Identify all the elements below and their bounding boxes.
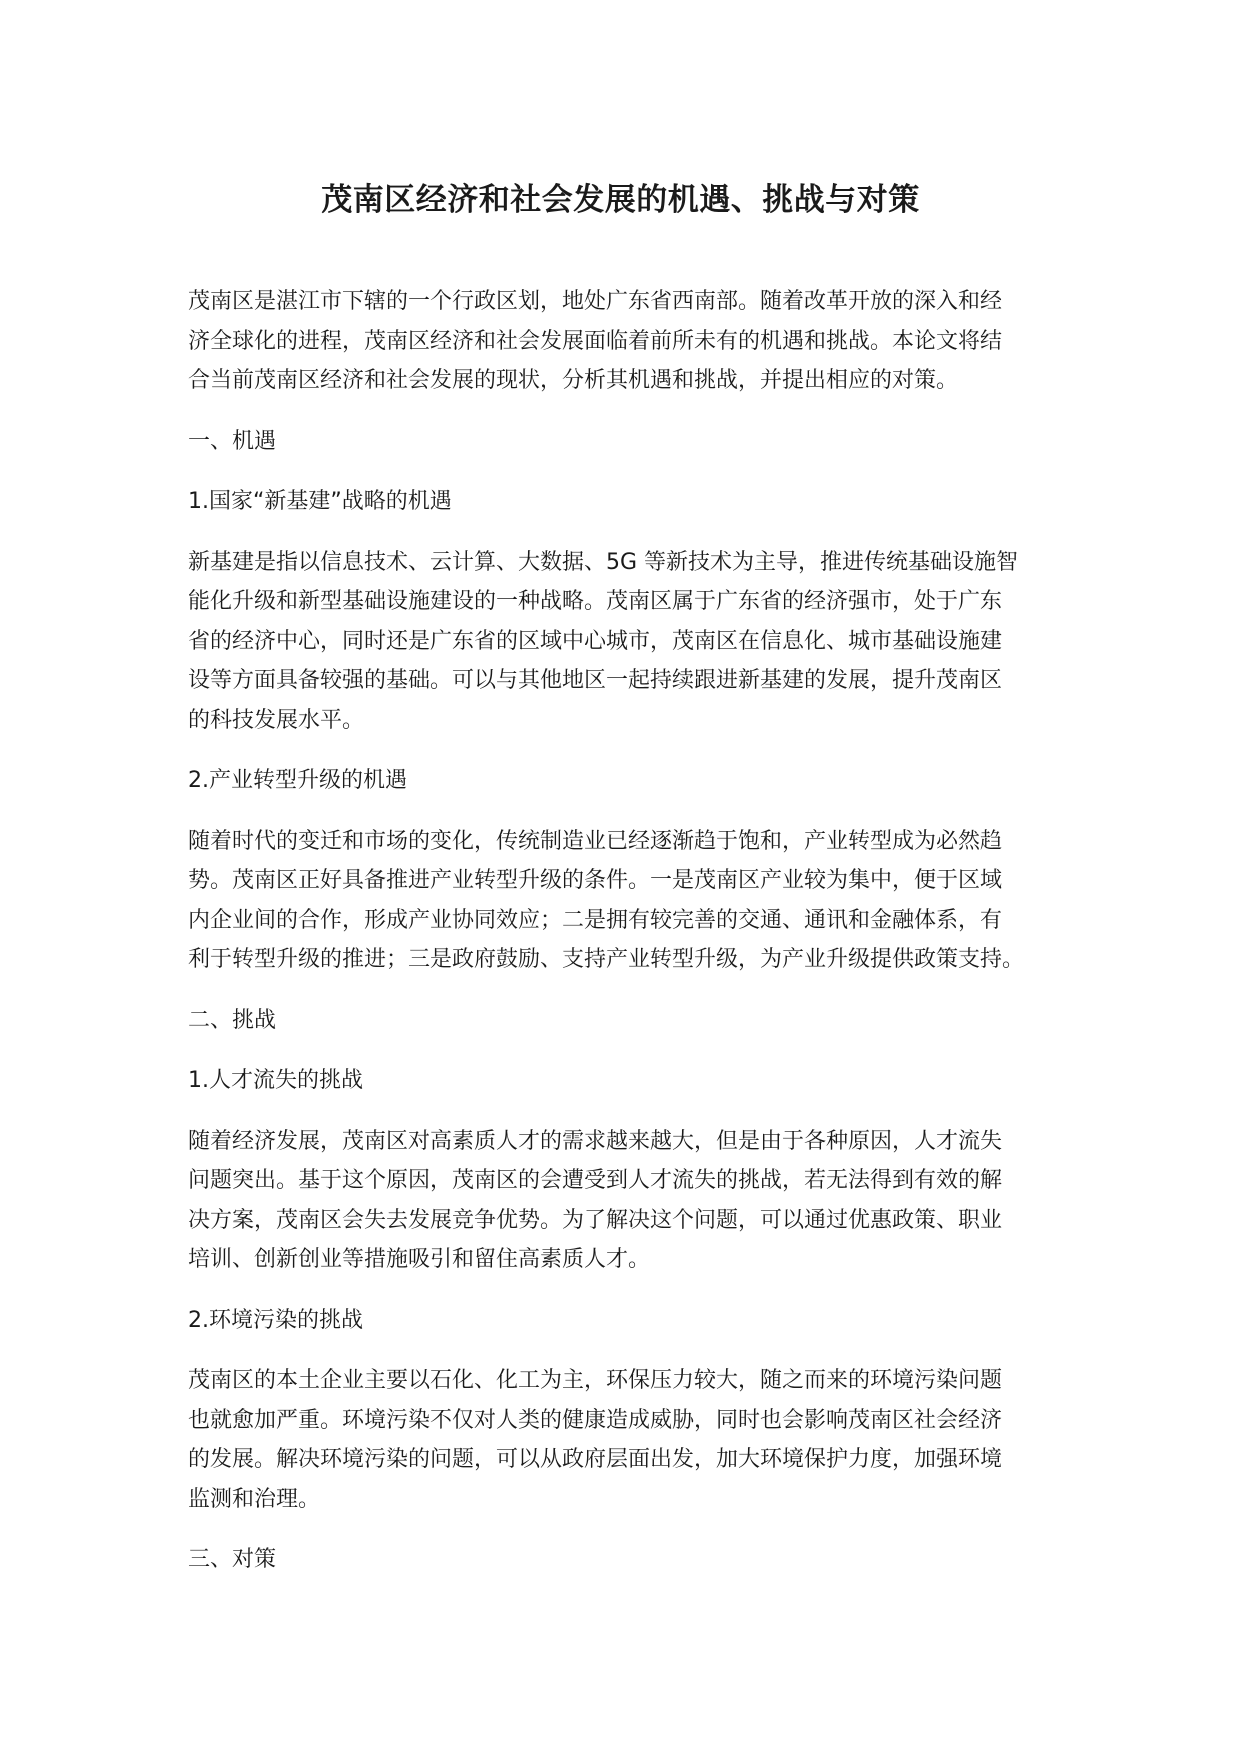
document-title: 茂南区经济和社会发展的机遇、挑战与对策 <box>321 182 920 218</box>
section-heading <box>188 422 1068 462</box>
text-line: 的发展。解决环境污染的问题，可以从政府层面出发，加大环境保护力度，加强环境 <box>188 1447 1003 1472</box>
text-line: 1.人才流失的挑战 <box>188 1068 363 1093</box>
text-line: 培训、创新创业等措施吸引和留住高素质人才。 <box>188 1247 651 1272</box>
text-line: 茂南区的本土企业主要以石化、化工为主，环保压力较大，随之而来的环境污染问题 <box>188 1368 1003 1393</box>
text-line: 问题突出。基于这个原因，茂南区的会遭受到人才流失的挑战，若无法得到有效的解 <box>188 1168 1003 1193</box>
text-line: 济全球化的进程，茂南区经济和社会发展面临着前所未有的机遇和挑战。本论文将结 <box>188 328 1003 354</box>
text-line: 内企业间的合作，形成产业协同效应；二是拥有较完善的交通、通讯和金融体系，有 <box>188 907 1003 933</box>
body-paragraph <box>188 543 1068 741</box>
text-line: 2.环境污染的挑战 <box>188 1307 363 1333</box>
body-paragraph <box>188 282 1068 401</box>
text-line: 利于转型升级的推进；三是政府鼓励、支持产业转型升级，为产业升级提供政策支持。 <box>188 947 1025 972</box>
text-line: 一、机遇 <box>188 428 277 454</box>
text-line: 的科技发展水平。 <box>188 707 365 733</box>
text-line: 1.国家“新基建”战略的机遇 <box>188 489 452 514</box>
text-line: 2.产业转型升级的机遇 <box>188 768 407 793</box>
body-paragraph <box>188 1361 1068 1519</box>
section-heading <box>188 1001 1068 1041</box>
text-line: 随着经济发展，茂南区对高素质人才的需求越来越大，但是由于各种原因，人才流失 <box>188 1128 1003 1154</box>
text-line: 随着时代的变迁和市场的变化，传统制造业已经逐渐趋于饱和，产业转型成为必然趋 <box>188 828 1003 854</box>
section-heading <box>188 1540 1068 1580</box>
text-line: 设等方面具备较强的基础。可以与其他地区一起持续跟进新基建的发展，提升茂南区 <box>188 668 1003 693</box>
text-line: 决方案，茂南区会失去发展竞争优势。为了解决这个问题，可以通过优惠政策、职业 <box>188 1207 1003 1233</box>
body-paragraph <box>188 822 1068 980</box>
body-paragraph <box>188 1122 1068 1280</box>
section-heading <box>188 1061 1068 1101</box>
text-line: 三、对策 <box>188 1547 277 1572</box>
section-heading <box>188 761 1068 801</box>
text-line: 也就愈加严重。环境污染不仅对人类的健康造成威胁，同时也会影响茂南区社会经济 <box>188 1407 1003 1433</box>
document-body <box>188 282 1068 1601</box>
text-line: 省的经济中心，同时还是广东省的区域中心城市，茂南区在信息化、城市基础设施建 <box>188 628 1003 654</box>
text-line: 监测和治理。 <box>188 1486 321 1512</box>
section-heading <box>188 482 1068 522</box>
text-line: 二、挑战 <box>188 1007 277 1033</box>
text-line: 茂南区是湛江市下辖的一个行政区划，地处广东省西南部。随着改革开放的深入和经 <box>188 289 1003 314</box>
section-heading <box>188 1301 1068 1341</box>
text-line: 能化升级和新型基础设施建设的一种战略。茂南区属于广东省的经济强市，处于广东 <box>188 589 1003 614</box>
text-line: 势。茂南区正好具备推进产业转型升级的条件。一是茂南区产业较为集中，便于区域 <box>188 868 1003 893</box>
text-line: 新基建是指以信息技术、云计算、大数据、5G 等新技术为主导，推进传统基础设施智 <box>188 549 1019 575</box>
text-line: 合当前茂南区经济和社会发展的现状，分析其机遇和挑战，并提出相应的对策。 <box>188 368 959 393</box>
